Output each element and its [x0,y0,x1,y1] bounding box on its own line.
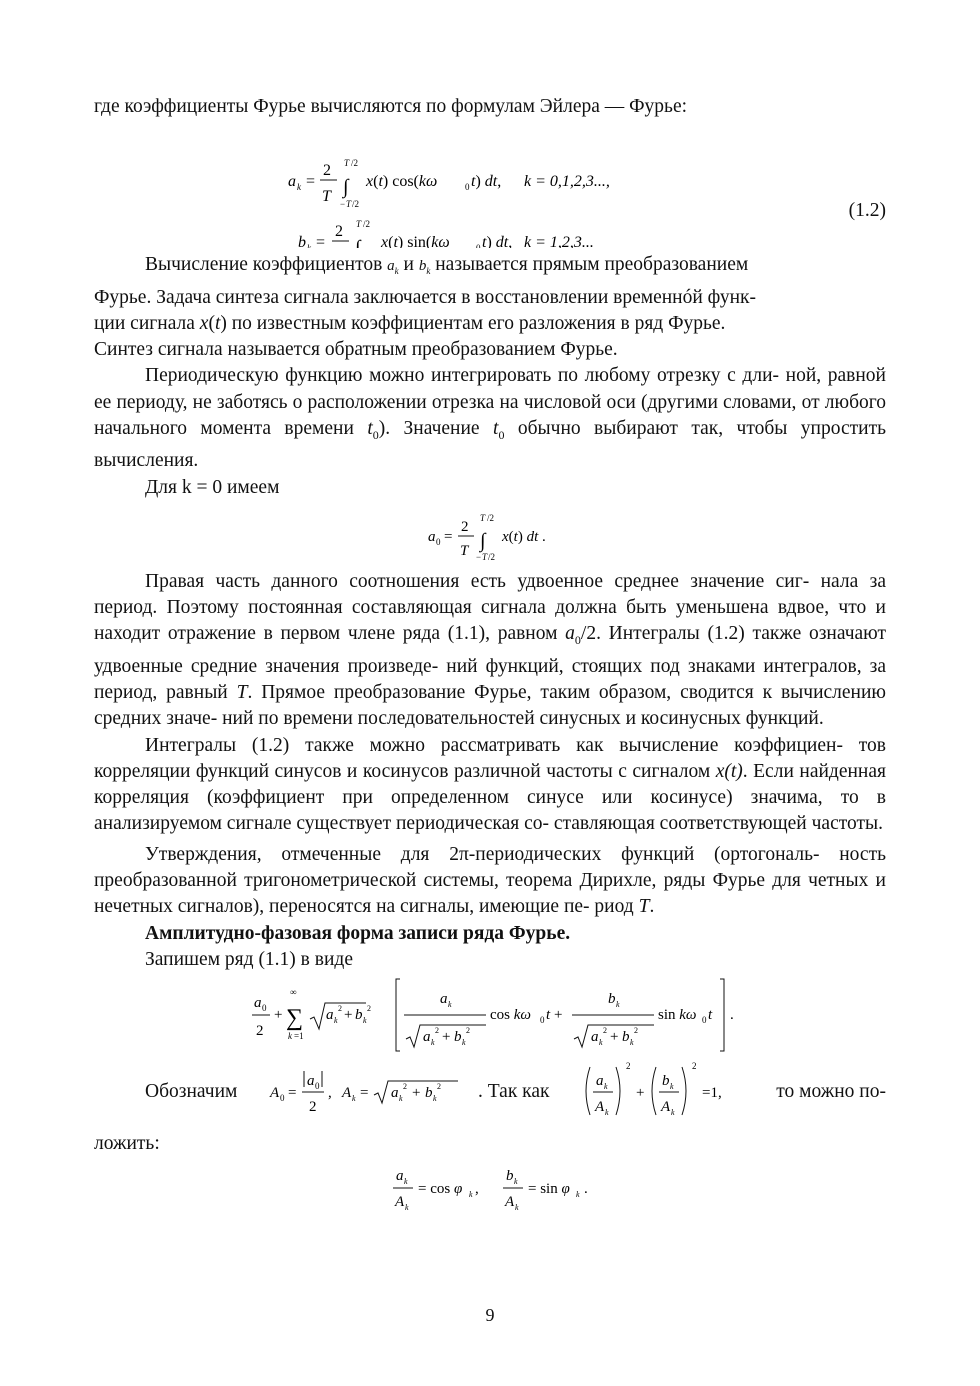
euler-fourier-formulas [94,120,886,248]
svg-text:A: A [595,1099,605,1116]
svg-text:T: T [480,512,486,523]
svg-text:k: k [431,1038,435,1048]
svg-text:2: 2 [309,1099,317,1116]
svg-text:t) dt,: t) dt, [482,234,513,249]
svg-text:k: k [599,1038,603,1048]
svg-text:a: a [423,1029,431,1046]
svg-text:k: k [334,1016,338,1026]
svg-text:a: a [428,528,436,545]
svg-text:=: = [360,1085,369,1102]
svg-text:T: T [460,542,469,559]
svg-text:+: + [554,1007,563,1024]
svg-text:x(t) sin(kω: x(t) sin(kω [381,234,450,249]
svg-text:k: k [515,1202,519,1212]
equation-number: (1.2) [848,200,886,222]
svg-text:A: A [342,1085,352,1102]
svg-text:∫: ∫ [480,529,486,552]
svg-text:/2: /2 [487,512,495,523]
svg-text:−: − [476,551,482,562]
svg-text:sin kω: sin kω [658,1007,697,1024]
svg-text:2: 2 [603,1026,607,1036]
paragraph-2pi-periodic: Утверждения, отмеченные для 2π-периодических функций (ортогональ- ность преобразованной тригонометрической системы, теорема Дирихле, ряды Фурье для четных и нечетных сигналов), переносятся на сигналы, имеющие пе- риод T. [94,843,886,918]
svg-text:2: 2 [367,1004,371,1014]
svg-text:T: T [344,158,350,169]
svg-text:2: 2 [323,162,331,180]
paragraph-write-series: Запишем ряд (1.1) в виде [145,948,353,970]
svg-text:k: k [307,243,311,249]
svg-text:−: − [340,199,346,210]
svg-text:0: 0 [476,243,481,249]
svg-text:2: 2 [335,223,343,241]
svg-text:+: + [636,1085,645,1102]
svg-text:a: a [307,1073,315,1090]
svg-text:,: , [475,1180,479,1197]
svg-text:=1,: =1, [702,1085,722,1102]
paragraph-notation: Обозначим A 0 = a 0 2 , A k = a k 2 + b k 2 a k A k 2 + b k A k 2 =1, . Так как то можно по- [145,1061,886,1118]
svg-text:0: 0 [280,1093,285,1104]
paragraph-direct-transform-cont: Фурье. Задача синтеза сигнала заключается в восстановлении временнóй функ- ции сигнала x(t) по известным коэффициентам его разложения в ряд Фурье. Синтез сигнала называется обратным преобразованием Фурье. [94,286,756,361]
svg-text:k: k [363,1016,367,1026]
svg-text:k: k [405,1202,409,1212]
svg-text:2: 2 [256,1023,264,1040]
svg-text:2: 2 [461,518,469,535]
eq-bk-symbol: b [298,234,306,249]
svg-text:k: k [404,1176,408,1186]
svg-text:2: 2 [435,1026,439,1036]
svg-text:0: 0 [436,536,441,547]
svg-text:2: 2 [626,1061,631,1072]
svg-text:b: b [425,1085,433,1102]
svg-text:A: A [505,1193,515,1210]
intro-text: где коэффициенты Фурье вычисляются по формулам Эйлера — Фурье: [94,96,688,117]
svg-text:∑: ∑ [286,1005,304,1032]
svg-text:+: + [274,1007,283,1024]
svg-text:T: T [322,188,331,206]
svg-text:k: k [433,1094,437,1104]
svg-text:/2: /2 [488,551,496,562]
svg-text:.: . [730,1007,734,1024]
svg-text:k: k [616,1000,620,1010]
svg-text:2: 2 [692,1061,697,1072]
svg-text:k: k [352,1094,356,1104]
svg-text:A: A [270,1085,280,1102]
svg-text:2: 2 [403,1082,407,1092]
svg-text:b: b [622,1029,630,1046]
eq-bk-range: k = 1,2,3... [524,234,594,249]
svg-text:0: 0 [540,1015,545,1026]
svg-text:b: b [506,1167,514,1184]
svg-text:2: 2 [437,1082,441,1092]
svg-text:0: 0 [702,1015,707,1026]
svg-text:a: a [254,995,262,1012]
svg-text:k: k [288,1031,292,1042]
svg-text:0: 0 [262,1003,267,1014]
svg-text:+: + [344,1007,353,1024]
svg-text:=: = [316,234,326,249]
svg-text:=: = [444,528,453,545]
svg-text:b: b [662,1073,670,1090]
svg-text:t) dt,: t) dt, [471,173,502,191]
svg-text:a: a [391,1085,399,1102]
paragraph-mean-value: Правая часть данного соотношения есть удвоенное среднее значение сиг- нала за период. Поэтому постоянная составляющая сигнала должна быть уменьшена вдвое, что и находит отражение в первом члене ряда (1.1), равном $a_0/2$. Интегралы (1.2) также означают удвоенные средние значения произведе- ний функций, стоящих под знаками интегралов, за период, равный T. Прямое преобразование Фурье, таким образом, сводится к вычислению средних значе- ний по времени последовательностей синусных и косинусных функций. [94,570,887,730]
svg-text:A: A [395,1193,405,1210]
svg-text:0: 0 [465,182,470,193]
svg-text:a: a [591,1029,599,1046]
equation-1-2 [94,120,886,248]
svg-text:T: T [346,199,352,210]
equation-a0 [94,501,886,565]
page-number: 9 [485,1305,495,1325]
paragraph-k-zero: Для k = 0 имеем [145,476,280,498]
svg-text:T: T [356,219,362,230]
svg-text:k: k [630,1038,634,1048]
svg-text:/2: /2 [352,199,360,210]
svg-text:t: t [708,1007,713,1024]
svg-text:a: a [396,1167,404,1184]
svg-text:k: k [399,1094,403,1104]
svg-text:a: a [326,1007,334,1024]
svg-text:+: + [610,1029,619,1046]
equation-phase [94,1158,886,1218]
svg-text:2: 2 [338,1004,342,1014]
svg-text:k: k [576,1189,580,1199]
svg-text:k: k [448,1000,452,1010]
eq-ak-range: k = 0,1,2,3..., [524,173,610,191]
svg-text:/2: /2 [351,158,359,169]
svg-text:/2: /2 [363,219,371,230]
svg-text:= sin φ: = sin φ [528,1180,570,1197]
svg-text:k: k [604,1082,608,1092]
svg-text:x(t) dt .: x(t) dt . [502,528,546,545]
equation-series [94,973,886,1057]
svg-text:x(t) cos(kω: x(t) cos(kω [366,173,438,191]
svg-text:2: 2 [634,1026,638,1036]
svg-text:=: = [306,173,316,191]
svg-text:=: = [288,1085,297,1102]
svg-text:A: A [661,1099,671,1116]
svg-text:2: 2 [466,1026,470,1036]
svg-text:k: k [670,1082,674,1092]
eq-ak-symbol: a [288,173,296,191]
svg-text:∞: ∞ [290,987,297,998]
section-heading: Амплитудно-фазовая форма записи ряда Фурье. [145,922,571,944]
svg-text:k: k [514,1176,518,1186]
paragraph-periodic-integration: Периодическую функцию можно интегрировать по любому отрезку с дли- ной, равной ее периоду, не заботясь о расположении отрезка на числовой оси (другими словами, от любого начального момента времени $t_0$). Значение $t_0$ обычно выбирают так, чтобы упростить вычисления. [94,365,887,472]
svg-text:,: , [328,1085,332,1102]
svg-text:k: k [671,1108,675,1118]
svg-text:k: k [605,1108,609,1118]
svg-text:k: k [469,1189,473,1199]
svg-text:cos kω: cos kω [490,1007,531,1024]
svg-text:b: b [454,1029,462,1046]
svg-text:b: b [355,1007,363,1024]
svg-text:0: 0 [315,1081,320,1092]
svg-text:a: a [440,991,448,1008]
paragraph-correlation: Интегралы (1.2) также можно рассматривать как вычисление коэффициен- тов корреляции функций синусов и косинусов различной частоты с сигналом x(t). Если найденная корреляция (коэффициент при определенном синусе или косинусе) значима, то в анализируемом сигнале существует периодическая со- ставляющая соответствующей частоты. [94,734,887,835]
svg-text:= cos φ: = cos φ [418,1180,463,1197]
svg-text:k: k [297,182,301,193]
svg-text:b: b [608,991,616,1008]
svg-text:+: + [412,1085,421,1102]
svg-text:T: T [482,551,488,562]
paragraph-notation-cont: ложить: [94,1133,160,1155]
page-body [94,94,886,1218]
svg-text:.: . [584,1180,588,1197]
svg-text:∫: ∫ [355,237,361,249]
svg-text:∫: ∫ [343,176,349,199]
svg-text:=1: =1 [294,1031,304,1042]
svg-text:t: t [546,1007,551,1024]
paragraph-direct-transform: Вычисление коэффициентов $a_k$ и $b_k$ называется прямым преобразованием [145,254,749,277]
svg-text:+: + [442,1029,451,1046]
svg-text:a: a [596,1073,604,1090]
svg-text:k: k [462,1038,466,1048]
